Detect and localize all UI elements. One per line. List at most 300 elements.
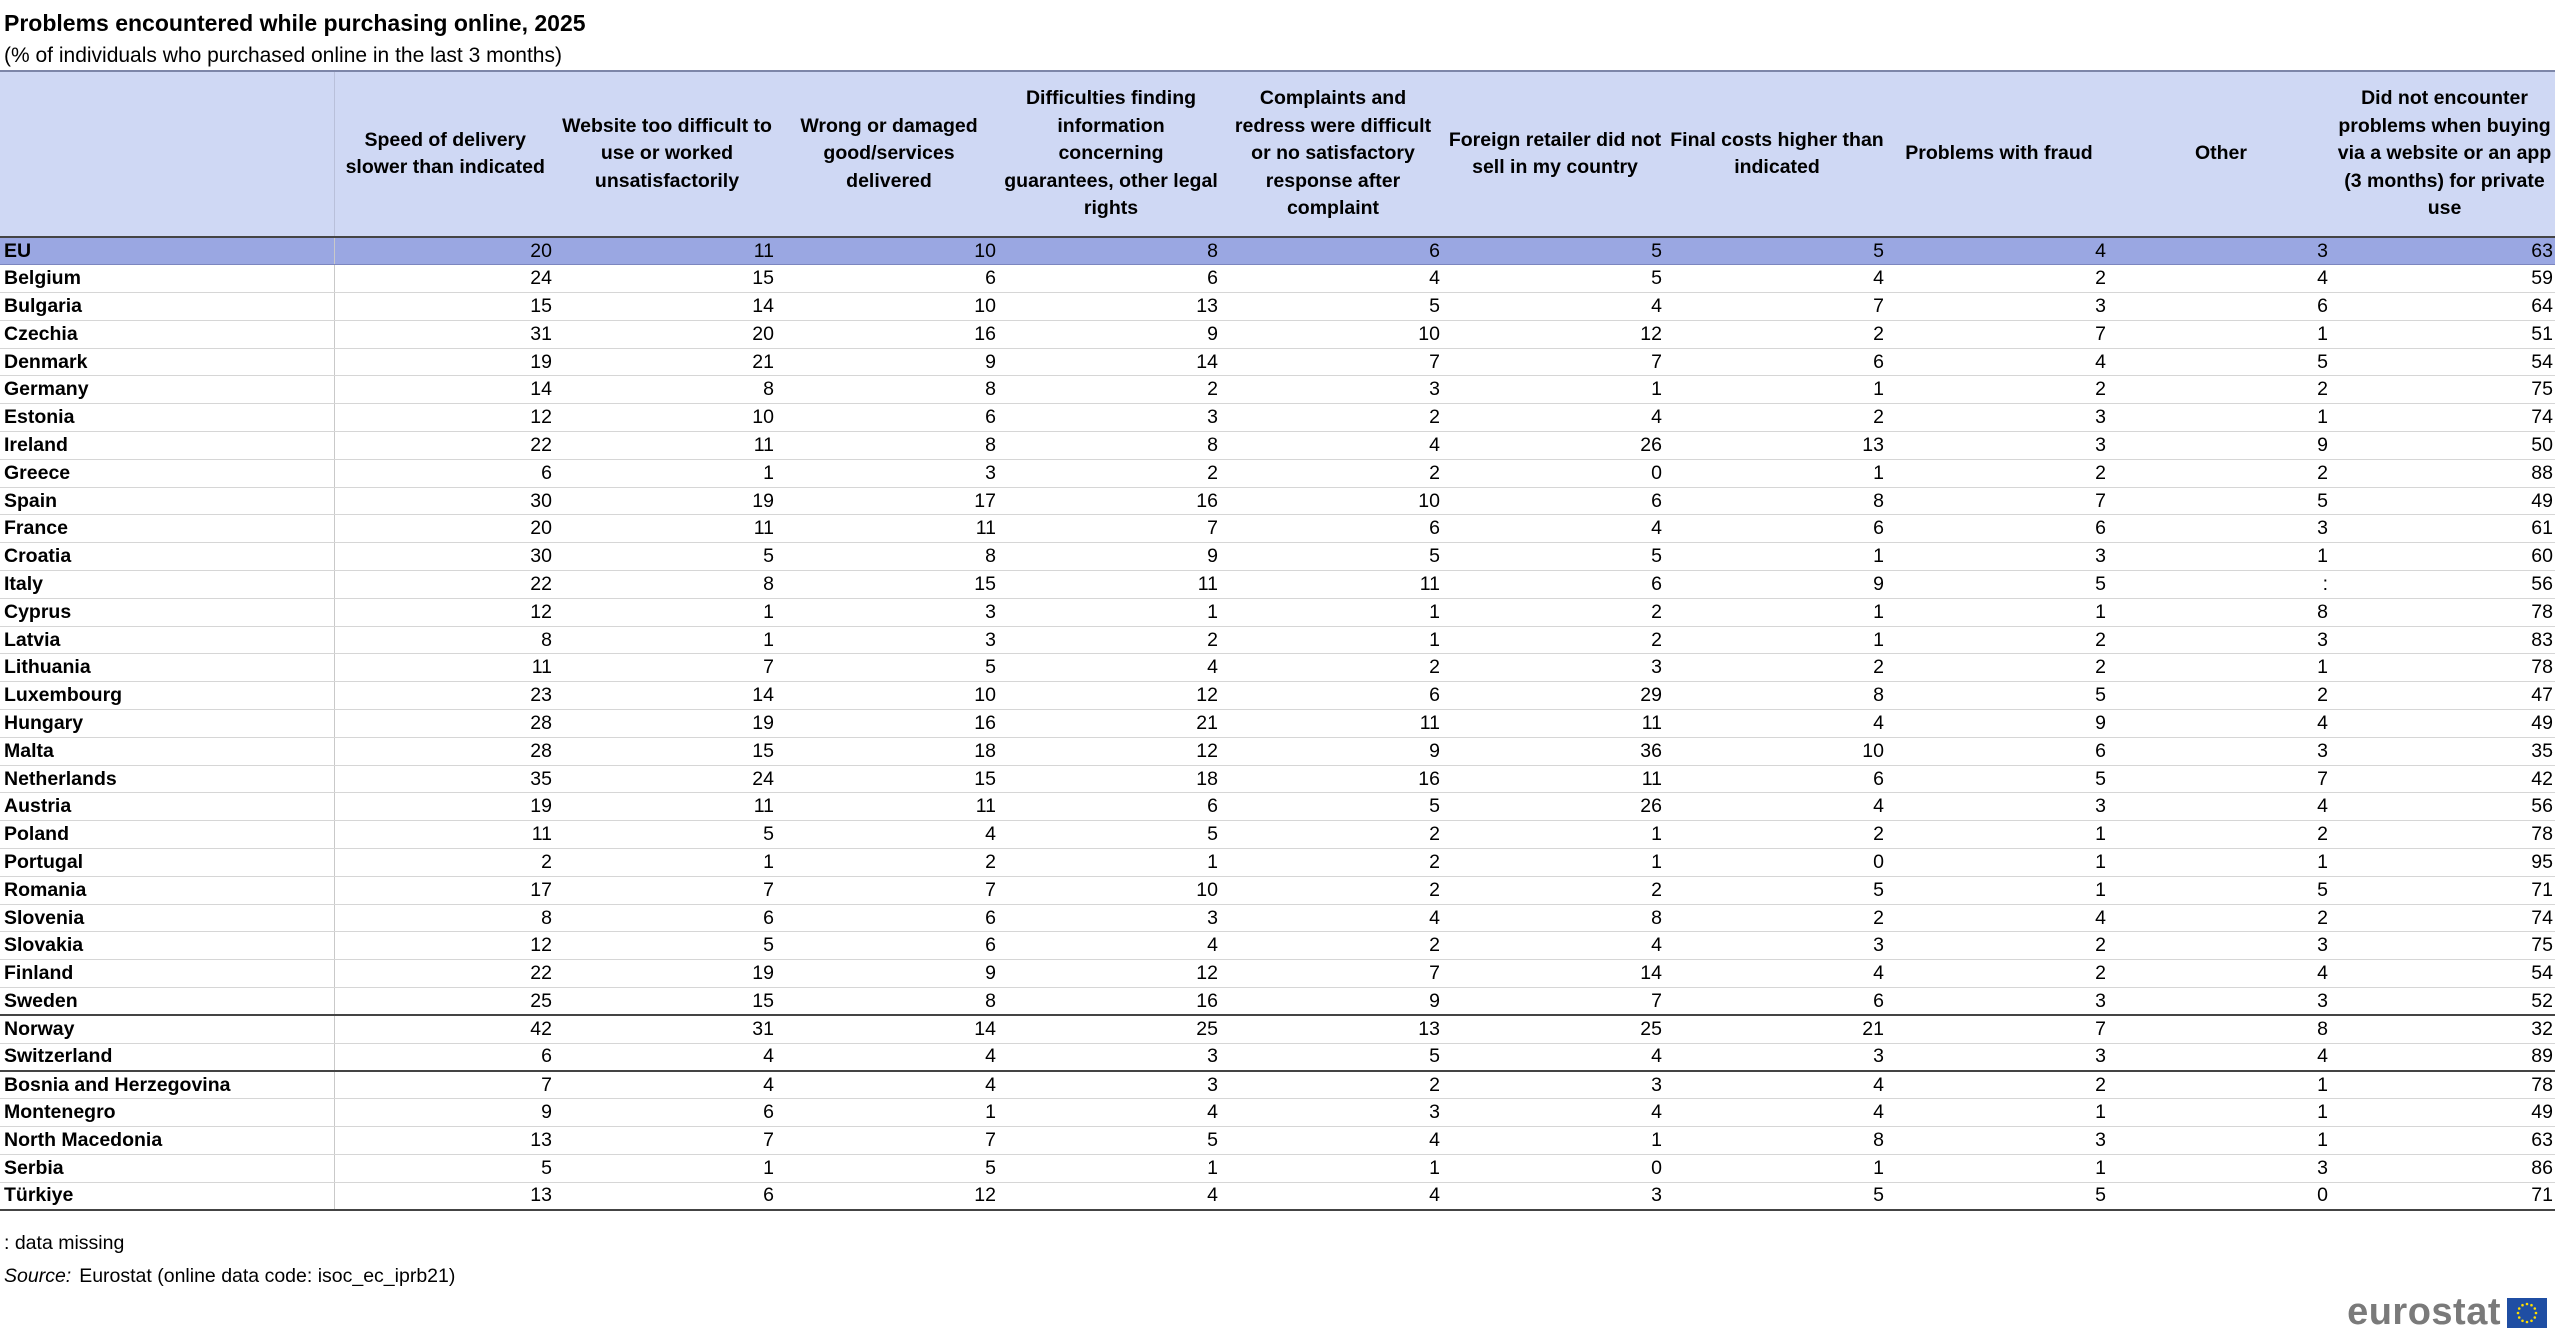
table-cell: 49 (2332, 1099, 2555, 1127)
table-row (0, 571, 2555, 599)
table-cell: 13 (1000, 293, 1222, 321)
table-row (0, 626, 2555, 654)
table-cell: 3 (778, 459, 1000, 487)
table-cell: 3 (1222, 376, 1444, 404)
table-cell: 11 (556, 515, 778, 543)
table-cell: 11 (1444, 710, 1666, 738)
table-row (0, 265, 2555, 293)
table-cell: 63 (2332, 1127, 2555, 1155)
table-row (0, 459, 2555, 487)
table-body (0, 237, 2555, 1210)
row-label: Bulgaria (0, 293, 334, 321)
table-cell: 2 (1444, 876, 1666, 904)
flag-star (2518, 1307, 2521, 1310)
footnote: : data missing (4, 1232, 125, 1254)
table-cell: 5 (334, 1154, 556, 1182)
table-cell: 12 (334, 598, 556, 626)
row-label: Czechia (0, 320, 334, 348)
table-cell: 1 (1444, 376, 1666, 404)
table-cell: 35 (334, 765, 556, 793)
flag-star (2533, 1316, 2536, 1319)
table-cell: 24 (334, 265, 556, 293)
table-cell: 7 (778, 876, 1000, 904)
table-cell: 11 (778, 515, 1000, 543)
row-label: Bosnia and Herzegovina (0, 1071, 334, 1099)
table-cell: 13 (1666, 432, 1888, 460)
table-cell: 12 (334, 932, 556, 960)
eu-flag-icon (2507, 1298, 2547, 1328)
table-cell: 2 (1666, 904, 1888, 932)
table-cell: 15 (556, 988, 778, 1016)
table-cell: 4 (2110, 960, 2332, 988)
table-row (0, 432, 2555, 460)
table-cell: 86 (2332, 1154, 2555, 1182)
table-cell: 0 (2110, 1182, 2332, 1210)
table-cell: 8 (778, 543, 1000, 571)
header-row (0, 71, 2555, 237)
table-cell: 6 (1666, 988, 1888, 1016)
table-cell: 83 (2332, 626, 2555, 654)
table-cell: 5 (556, 932, 778, 960)
table-cell: 7 (1222, 960, 1444, 988)
table-cell: 36 (1444, 737, 1666, 765)
table-cell: 8 (1444, 904, 1666, 932)
table-cell: 4 (2110, 265, 2332, 293)
table-cell: 2 (1888, 932, 2110, 960)
flag-star (2521, 1319, 2524, 1322)
table-cell: 18 (778, 737, 1000, 765)
table-cell: 16 (778, 710, 1000, 738)
table-cell: 7 (1444, 988, 1666, 1016)
table-cell: 28 (334, 710, 556, 738)
table-cell: 20 (334, 237, 556, 265)
table-cell: 4 (2110, 710, 2332, 738)
table-cell: 1 (1888, 849, 2110, 877)
table-cell: 4 (1444, 404, 1666, 432)
table-cell: 8 (2110, 598, 2332, 626)
row-label: Portugal (0, 849, 334, 877)
table-cell: 4 (1444, 293, 1666, 321)
table-cell: 3 (1888, 988, 2110, 1016)
row-label: France (0, 515, 334, 543)
table-cell: 12 (1000, 737, 1222, 765)
table-cell: 6 (2110, 293, 2332, 321)
table-cell: 2 (1666, 654, 1888, 682)
table-cell: 8 (778, 988, 1000, 1016)
table-cell: 6 (1666, 515, 1888, 543)
table-cell: 11 (1222, 571, 1444, 599)
table-cell: 15 (556, 737, 778, 765)
table-cell: 22 (334, 960, 556, 988)
table-cell: 78 (2332, 1071, 2555, 1099)
table-cell: 6 (1888, 737, 2110, 765)
row-label: Hungary (0, 710, 334, 738)
table-cell: 19 (334, 793, 556, 821)
column-header: Speed of delivery slower than indicated (334, 71, 556, 237)
table-cell: 4 (1222, 432, 1444, 460)
table-cell: 88 (2332, 459, 2555, 487)
table-cell: 49 (2332, 710, 2555, 738)
table-row (0, 237, 2555, 265)
table-cell: 6 (1222, 515, 1444, 543)
table-cell: 2 (1222, 1071, 1444, 1099)
table-cell: 5 (2110, 348, 2332, 376)
table-cell: 1 (1666, 1154, 1888, 1182)
table-title: Problems encountered while purchasing online, 2025 (4, 10, 586, 36)
table-cell: 8 (334, 904, 556, 932)
table-cell: 3 (1888, 543, 2110, 571)
row-label: Italy (0, 571, 334, 599)
table-cell: 1 (1222, 1154, 1444, 1182)
table-cell: 4 (1666, 960, 1888, 988)
table-cell: 11 (556, 432, 778, 460)
table-cell: 24 (556, 765, 778, 793)
table-cell: 2 (1222, 932, 1444, 960)
table-cell: 6 (778, 404, 1000, 432)
table-cell: 6 (556, 904, 778, 932)
table-cell: 6 (778, 904, 1000, 932)
row-label: Estonia (0, 404, 334, 432)
table-row (0, 487, 2555, 515)
flag-star (2526, 1320, 2529, 1323)
table-cell: 6 (1888, 515, 2110, 543)
table-cell: 2 (1666, 320, 1888, 348)
column-header: Wrong or damaged good/services delivered (778, 71, 1000, 237)
table-cell: 6 (556, 1099, 778, 1127)
table-cell: 14 (556, 682, 778, 710)
table-cell: 4 (1888, 348, 2110, 376)
eurostat-logo (2347, 1291, 2547, 1334)
table-cell: 17 (778, 487, 1000, 515)
table-cell: 3 (1000, 1071, 1222, 1099)
table-cell: 9 (334, 1099, 556, 1127)
row-label: Türkiye (0, 1182, 334, 1210)
table-cell: 75 (2332, 376, 2555, 404)
row-label: Lithuania (0, 654, 334, 682)
table-cell: 2 (2110, 904, 2332, 932)
table-subtitle: (% of individuals who purchased online in the last 3 months) (4, 44, 562, 67)
table-cell: 31 (334, 320, 556, 348)
column-header: Difficulties finding information concerning guarantees, other legal rights (1000, 71, 1222, 237)
table-row (0, 849, 2555, 877)
table-row (0, 348, 2555, 376)
table-cell: 6 (334, 1043, 556, 1071)
table-row (0, 320, 2555, 348)
table-cell: 10 (1000, 876, 1222, 904)
table-row (0, 710, 2555, 738)
table-cell: : (2110, 571, 2332, 599)
table-cell: 26 (1444, 793, 1666, 821)
table-cell: 2 (1888, 626, 2110, 654)
table-row (0, 404, 2555, 432)
table-cell: 1 (1000, 598, 1222, 626)
table-cell: 2 (1222, 654, 1444, 682)
table-cell: 5 (1444, 237, 1666, 265)
table-cell: 8 (1000, 432, 1222, 460)
table-cell: 12 (778, 1182, 1000, 1210)
table-cell: 1 (2110, 320, 2332, 348)
table-cell: 1 (1888, 1099, 2110, 1127)
table-cell: 1 (1000, 1154, 1222, 1182)
table-row (0, 988, 2555, 1016)
table-cell: 11 (1000, 571, 1222, 599)
table-cell: 7 (2110, 765, 2332, 793)
table-cell: 2 (1888, 459, 2110, 487)
table-cell: 5 (1888, 682, 2110, 710)
table-cell: 4 (1888, 237, 2110, 265)
table-cell: 2 (1888, 265, 2110, 293)
table-cell: 2 (1888, 654, 2110, 682)
table-cell: 60 (2332, 543, 2555, 571)
table-cell: 5 (1222, 543, 1444, 571)
table-cell: 9 (1000, 320, 1222, 348)
table-cell: 30 (334, 543, 556, 571)
table-cell: 12 (1444, 320, 1666, 348)
table-cell: 4 (1444, 515, 1666, 543)
flag-star (2530, 1303, 2533, 1306)
table-cell: 11 (1444, 765, 1666, 793)
table-row (0, 1099, 2555, 1127)
table-cell: 6 (778, 265, 1000, 293)
table-cell: 4 (1666, 265, 1888, 293)
table-cell: 71 (2332, 1182, 2555, 1210)
table-cell: 4 (1222, 1127, 1444, 1155)
table-row (0, 376, 2555, 404)
table-cell: 22 (334, 432, 556, 460)
table-row (0, 932, 2555, 960)
column-header: Did not encounter problems when buying via a website or an app (3 months) for private use (2332, 71, 2555, 237)
table-cell: 3 (1888, 1043, 2110, 1071)
table-cell: 7 (1888, 1015, 2110, 1043)
row-label: Slovenia (0, 904, 334, 932)
table-cell: 74 (2332, 904, 2555, 932)
table-cell: 1 (556, 849, 778, 877)
table-cell: 78 (2332, 654, 2555, 682)
table-cell: 6 (556, 1182, 778, 1210)
table-cell: 42 (2332, 765, 2555, 793)
table-cell: 8 (1666, 1127, 1888, 1155)
table-cell: 2 (1222, 876, 1444, 904)
table-cell: 1 (2110, 654, 2332, 682)
table-cell: 6 (1000, 265, 1222, 293)
table-row (0, 904, 2555, 932)
table-cell: 2 (2110, 459, 2332, 487)
table-cell: 3 (1888, 432, 2110, 460)
table-cell: 13 (1222, 1015, 1444, 1043)
table-cell: 13 (334, 1182, 556, 1210)
table-cell: 5 (2110, 876, 2332, 904)
table-cell: 50 (2332, 432, 2555, 460)
table-cell: 1 (2110, 1099, 2332, 1127)
table-cell: 5 (1222, 793, 1444, 821)
table-cell: 12 (334, 404, 556, 432)
table-cell: 4 (1666, 793, 1888, 821)
table-cell: 4 (556, 1071, 778, 1099)
table-cell: 9 (1888, 710, 2110, 738)
table-cell: 1 (1666, 376, 1888, 404)
table-cell: 19 (556, 710, 778, 738)
table-cell: 2 (1222, 849, 1444, 877)
table-cell: 1 (2110, 849, 2332, 877)
table-cell: 19 (556, 487, 778, 515)
table-cell: 3 (1888, 793, 2110, 821)
table-row (0, 1043, 2555, 1071)
row-label: Finland (0, 960, 334, 988)
table-cell: 52 (2332, 988, 2555, 1016)
data-table (0, 70, 2555, 1211)
table-cell: 4 (2110, 1043, 2332, 1071)
table-cell: 10 (1222, 487, 1444, 515)
source-line (4, 1265, 455, 1288)
table-cell: 6 (1222, 237, 1444, 265)
table-cell: 4 (556, 1043, 778, 1071)
table-cell: 1 (1666, 459, 1888, 487)
column-header: Other (2110, 71, 2332, 237)
table-cell: 11 (556, 237, 778, 265)
table-cell: 4 (778, 1043, 1000, 1071)
table-cell: 15 (556, 265, 778, 293)
table-row (0, 1127, 2555, 1155)
table-cell: 6 (778, 932, 1000, 960)
table-cell: 21 (1666, 1015, 1888, 1043)
table-cell: 4 (1666, 1099, 1888, 1127)
row-label: Greece (0, 459, 334, 487)
table-cell: 4 (1000, 1182, 1222, 1210)
table-cell: 4 (1444, 932, 1666, 960)
table-cell: 4 (1222, 904, 1444, 932)
table-cell: 11 (1222, 710, 1444, 738)
flag-star (2530, 1319, 2533, 1322)
table-cell: 78 (2332, 821, 2555, 849)
table-cell: 8 (1666, 487, 1888, 515)
table-cell: 7 (1666, 293, 1888, 321)
table-cell: 16 (1000, 988, 1222, 1016)
table-cell: 3 (1888, 1127, 2110, 1155)
table-cell: 1 (1444, 821, 1666, 849)
table-cell: 75 (2332, 932, 2555, 960)
table-cell: 8 (1666, 682, 1888, 710)
table-cell: 9 (778, 960, 1000, 988)
row-label: Luxembourg (0, 682, 334, 710)
table-cell: 10 (778, 682, 1000, 710)
table-cell: 16 (778, 320, 1000, 348)
table-cell: 8 (2110, 1015, 2332, 1043)
table-cell: 3 (2110, 988, 2332, 1016)
table-cell: 95 (2332, 849, 2555, 877)
row-label: Belgium (0, 265, 334, 293)
table-cell: 8 (556, 376, 778, 404)
table-cell: 42 (334, 1015, 556, 1043)
table-cell: 10 (778, 237, 1000, 265)
table-cell: 2 (1222, 821, 1444, 849)
table-cell: 1 (2110, 404, 2332, 432)
table-cell: 5 (1222, 293, 1444, 321)
table-cell: 5 (1444, 543, 1666, 571)
table-cell: 1 (1444, 849, 1666, 877)
table-cell: 3 (1666, 932, 1888, 960)
table-row (0, 876, 2555, 904)
table-cell: 19 (334, 348, 556, 376)
row-label: Poland (0, 821, 334, 849)
source-text: Eurostat (online data code: isoc_ec_iprb21) (79, 1265, 456, 1287)
table-cell: 1 (1222, 626, 1444, 654)
table-row (0, 515, 2555, 543)
table-cell: 7 (1888, 487, 2110, 515)
table-cell: 56 (2332, 793, 2555, 821)
table-cell: 10 (1222, 320, 1444, 348)
table-cell: 5 (1222, 1043, 1444, 1071)
table-cell: 2 (1222, 459, 1444, 487)
table-cell: 25 (1444, 1015, 1666, 1043)
table-cell: 0 (1444, 1154, 1666, 1182)
table-cell: 1 (2110, 543, 2332, 571)
table-cell: 54 (2332, 960, 2555, 988)
table-row (0, 598, 2555, 626)
table-cell: 2 (2110, 821, 2332, 849)
table-cell: 3 (1000, 404, 1222, 432)
header-corner (0, 71, 334, 237)
table-cell: 2 (2110, 682, 2332, 710)
table-cell: 2 (1888, 960, 2110, 988)
table-row (0, 737, 2555, 765)
column-header: Problems with fraud (1888, 71, 2110, 237)
table-cell: 6 (1222, 682, 1444, 710)
table-cell: 32 (2332, 1015, 2555, 1043)
logo-text: eurostat (2347, 1291, 2501, 1333)
table-cell: 3 (2110, 515, 2332, 543)
table-cell: 5 (778, 1154, 1000, 1182)
table-cell: 15 (778, 765, 1000, 793)
table-cell: 14 (1000, 348, 1222, 376)
table-row (0, 682, 2555, 710)
table-cell: 9 (1666, 571, 1888, 599)
row-label: Ireland (0, 432, 334, 460)
table-cell: 4 (1000, 1099, 1222, 1127)
table-cell: 14 (556, 293, 778, 321)
table-row (0, 1071, 2555, 1099)
table-cell: 2 (1444, 598, 1666, 626)
row-label: Denmark (0, 348, 334, 376)
table-cell: 5 (1666, 237, 1888, 265)
table-cell: 22 (334, 571, 556, 599)
table-cell: 1 (1444, 1127, 1666, 1155)
table-cell: 4 (1222, 265, 1444, 293)
flag-star (2518, 1316, 2521, 1319)
table-cell: 74 (2332, 404, 2555, 432)
table-cell: 10 (556, 404, 778, 432)
table-cell: 21 (1000, 710, 1222, 738)
table-cell: 1 (556, 459, 778, 487)
flag-star (2521, 1303, 2524, 1306)
table-cell: 5 (556, 543, 778, 571)
table-cell: 71 (2332, 876, 2555, 904)
table-cell: 3 (1000, 1043, 1222, 1071)
column-header: Website too difficult to use or worked unsatisfactorily (556, 71, 778, 237)
table-cell: 4 (1666, 1071, 1888, 1099)
table-cell: 5 (1666, 876, 1888, 904)
flag-star (2526, 1302, 2529, 1305)
table-cell: 5 (1444, 265, 1666, 293)
table-cell: 8 (778, 376, 1000, 404)
column-header: Complaints and redress were difficult or no satisfactory response after complaint (1222, 71, 1444, 237)
flag-star (2517, 1311, 2520, 1314)
table-cell: 6 (1000, 793, 1222, 821)
table-cell: 6 (334, 459, 556, 487)
table-cell: 2 (1888, 1071, 2110, 1099)
table-cell: 11 (556, 793, 778, 821)
table-cell: 5 (1000, 821, 1222, 849)
table-cell: 5 (1888, 1182, 2110, 1210)
